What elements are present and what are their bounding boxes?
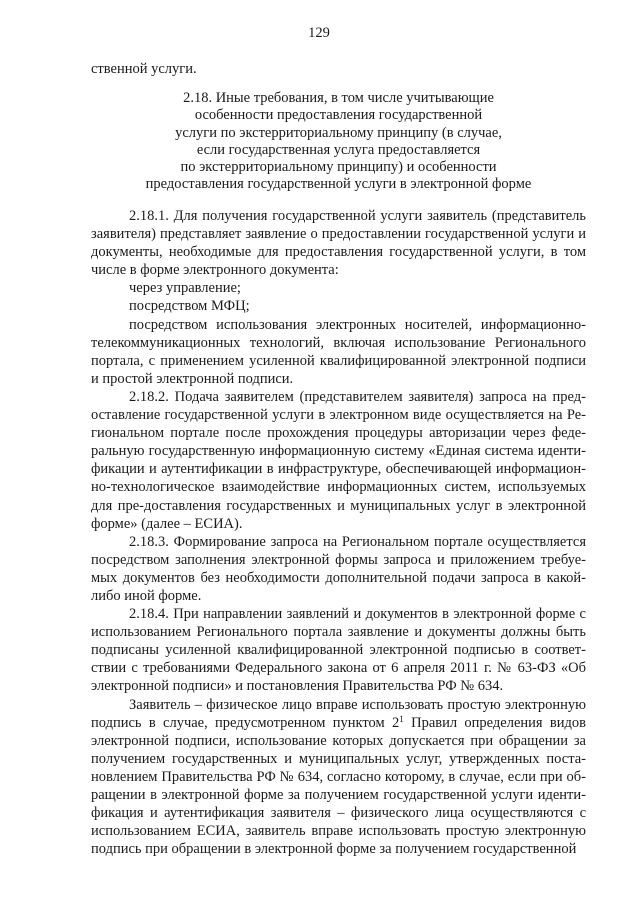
paragraph-2-18-2: 2.18.2. Подача заявителем (представителем заявителя) запроса на предоставление государственной услуги в электронном виде осуществляется на Региональном портале после прохождения процедуры авторизации через федеральную государственную информационную систему «Единая система идентификации и аутентификации в инфраструктуре, обеспечивающей информационно-технологическое взаимодействие информационных систем, используемых для пре-доставления государственных и муниципальных услуг в электронной форме» (далее – ЕСИА). bbox=[91, 388, 586, 532]
list-item: посредством использования электронных носителей, информационно-телекоммуникационных технологий, включая использование Регионального портала, с применением усиленной квалифицированной электронной подписи и простой электронной подписи. bbox=[91, 316, 586, 387]
heading-line: если государственная услуга предоставляется bbox=[196, 141, 481, 158]
list-item: посредством МФЦ; bbox=[129, 298, 250, 315]
heading-line: 2.18. Иные требования, в том числе учитывающие bbox=[183, 90, 494, 106]
paragraph-text-part: Правил определения видов электронной подписи, использование которых допускается при обращении за получением государственных и муниципальных услуг, утвержденных постановлением Правительства РФ № 634, согласно которому, в случае, если при обращении в электронной форме за получением государственной услуги идентификация и аутентификация заявителя – физического лица осуществляются с использованием ЕСИА, заявитель вправе использовать простую электронную подпись при обращении в электронной форме за получением государственной bbox=[91, 714, 586, 858]
paragraph-2-18-3: 2.18.3. Формирование запроса на Региональном портале осуществляется посредством заполнения электронной формы запроса и приложением требуемых документов без необходимости дополнительной подачи запроса в какой-либо иной форме. bbox=[91, 533, 586, 604]
page-number: 129 bbox=[308, 25, 330, 41]
paragraph-text-part: Заявитель – физическое лицо вправе использовать простую электронную подпись в случае, предусмотренном пунктом 2 bbox=[91, 696, 586, 731]
heading-line: особенности предоставления государственной bbox=[194, 107, 483, 124]
heading-line: предоставления государственной услуги в электронной форме bbox=[145, 176, 532, 193]
footnote-superscript: 1 bbox=[399, 713, 404, 724]
heading-line: по экстерриториальному принципу) и особенности bbox=[180, 159, 497, 176]
paragraph-simple-signature bbox=[91, 696, 586, 859]
carry-over-text: ственной услуги. bbox=[91, 61, 197, 77]
list-item: через управление; bbox=[129, 280, 241, 297]
document-body bbox=[91, 207, 586, 858]
section-heading bbox=[91, 90, 586, 194]
paragraph-2-18-4: 2.18.4. При направлении заявлений и документов в электронной форме с использованием Регионального портала заявление и документы должны быть подписаны усиленной квалифицированной электронной подписью в соответствии с требованиями Федерального закона от 6 апреля 2011 г. № 63-ФЗ «Об электронной подписи» и постановления Правительства РФ № 634. bbox=[91, 606, 586, 695]
heading-line: услуги по экстерриториальному принципу (в случае, bbox=[175, 124, 502, 141]
paragraph-2-18-1: 2.18.1. Для получения государственной услуги заявитель (представитель заявителя) представляет заявление о предоставлении государственной услуги и документы, необходимые для предоставления государственной услуги, в том числе в форме электронного документа: bbox=[91, 208, 586, 279]
